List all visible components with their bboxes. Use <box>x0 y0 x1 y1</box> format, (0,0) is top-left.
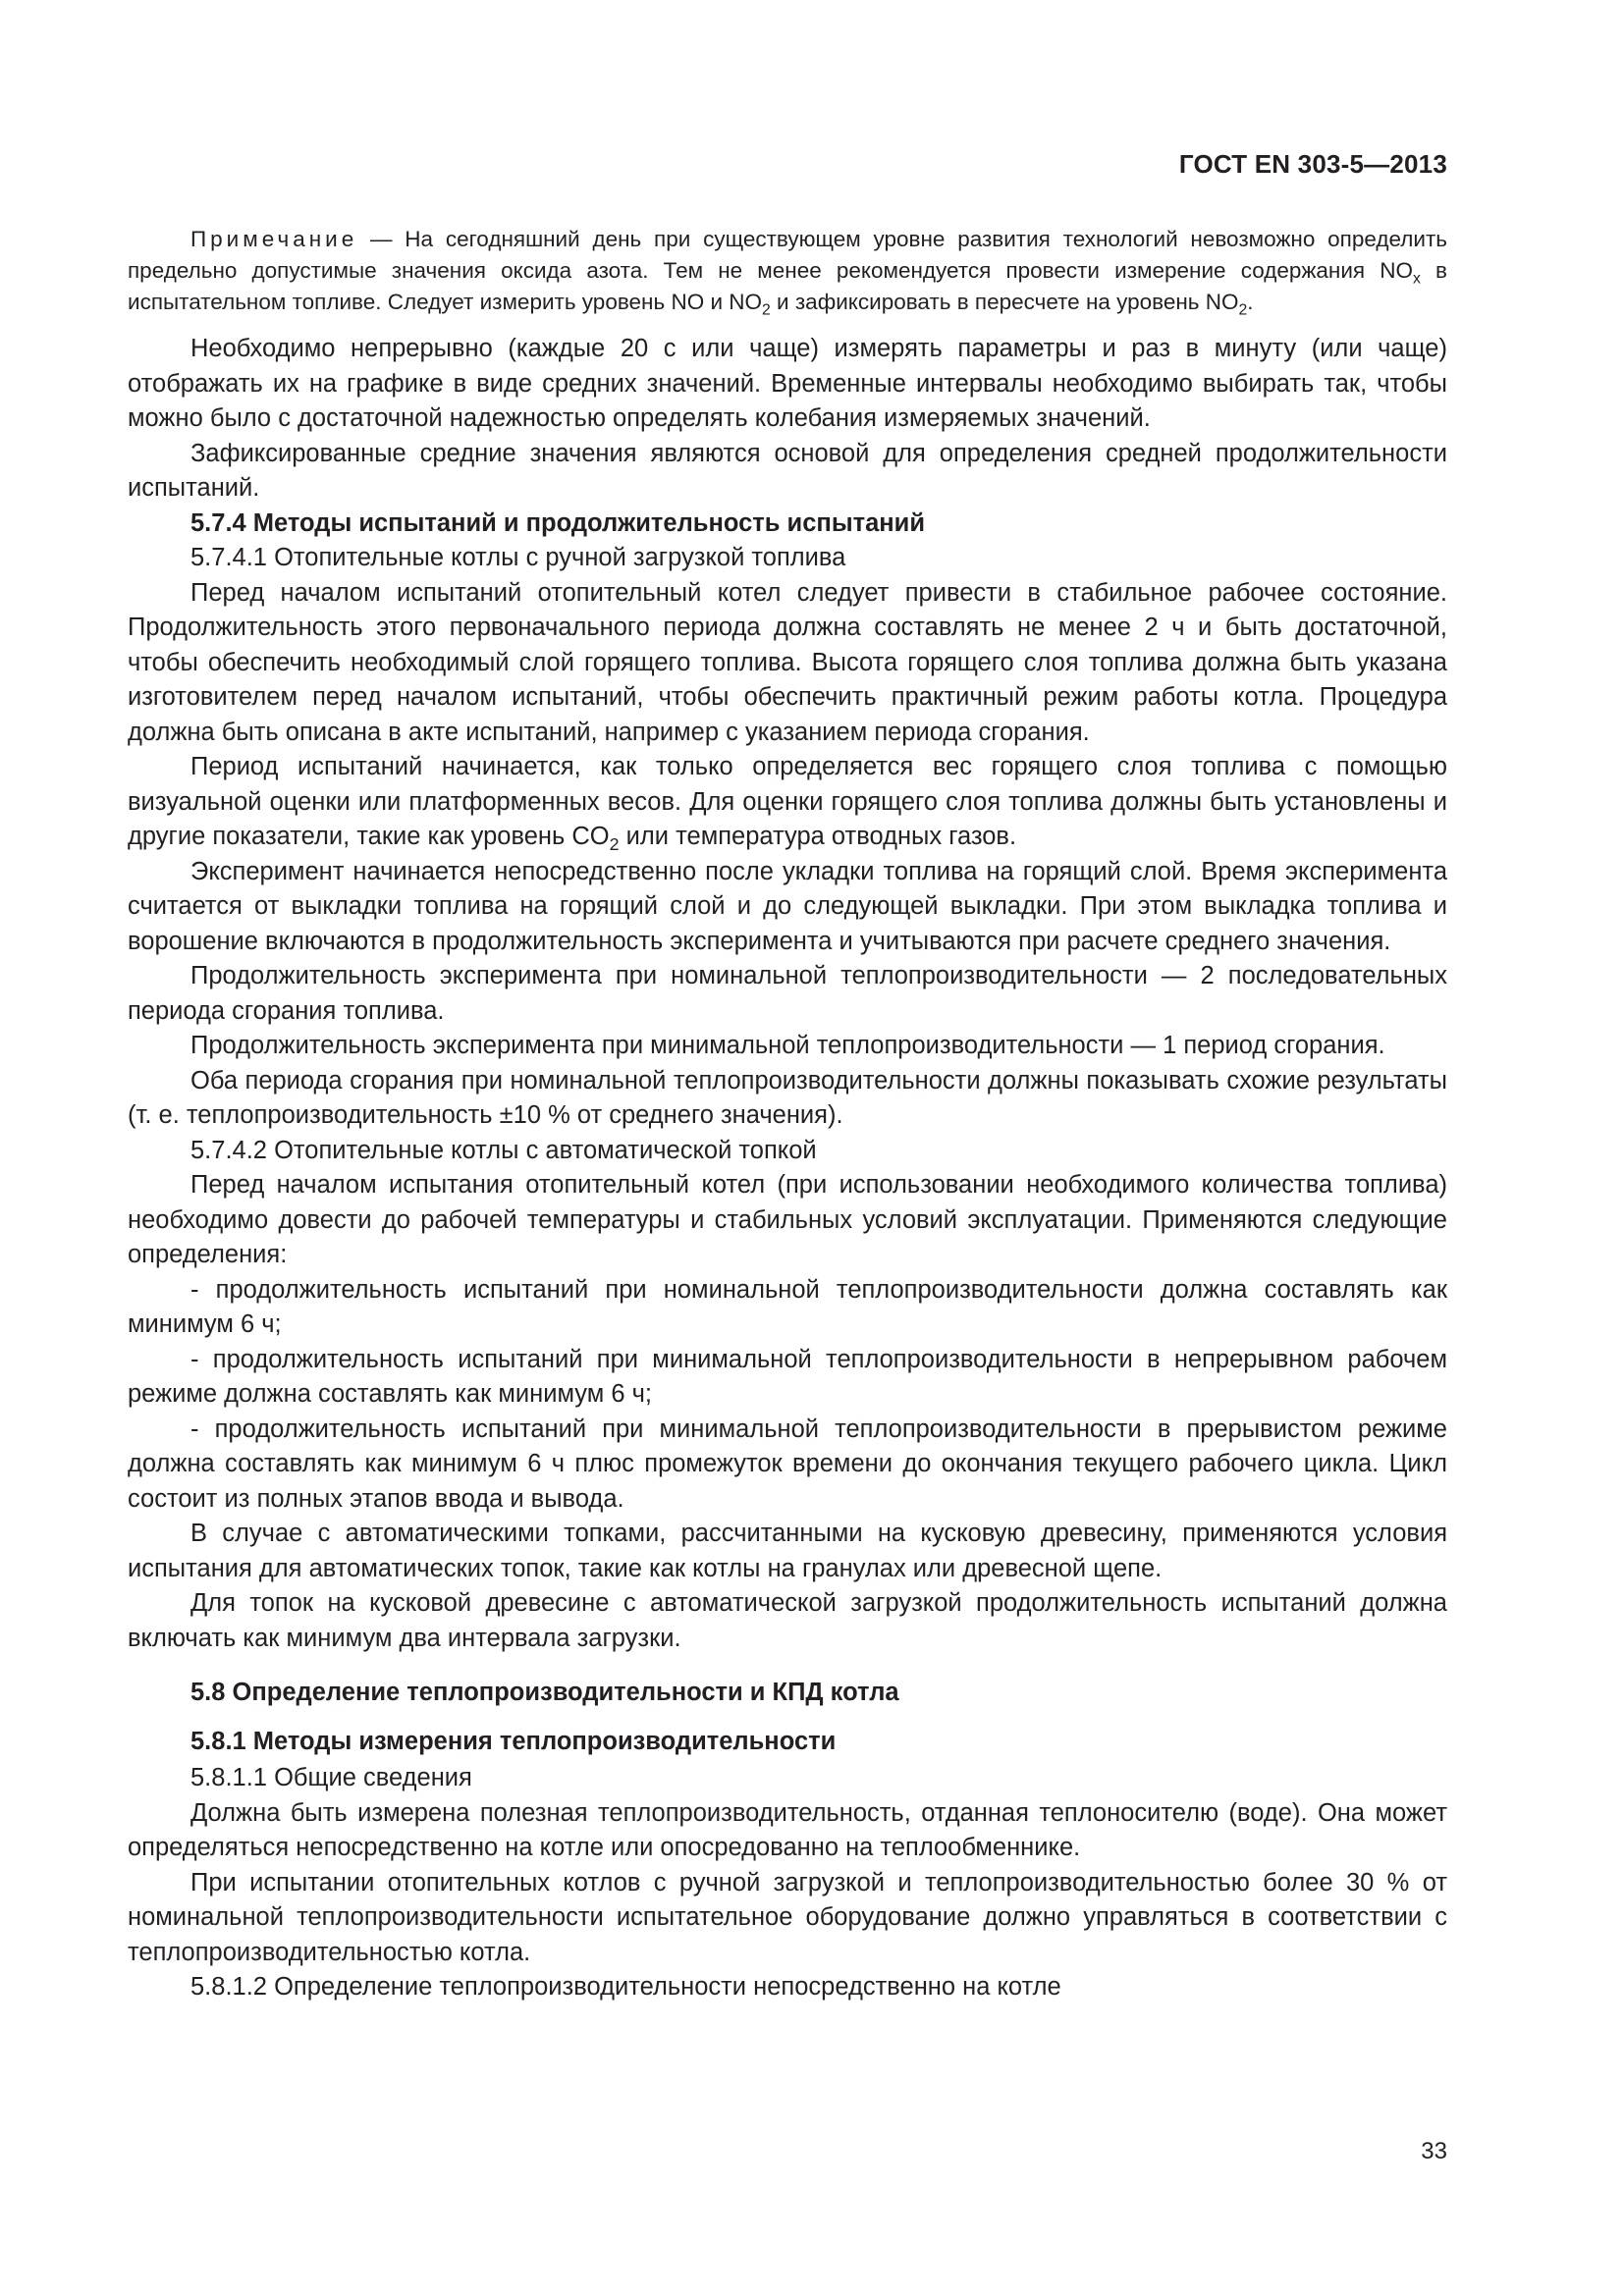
list-item: - продолжительность испытаний при номинальной теплопроизводительности должна составлять как минимум 6 ч; <box>128 1275 1447 1338</box>
paragraph: Перед началом испытания отопительный котел (при использовании необходимого количества топлива) необходимо довести до рабочей температуры и стабильных условий эксплуатации. Применяются следующие определения: <box>128 1171 1447 1268</box>
paragraph: Эксперимент начинается непосредственно после укладки топлива на горящий слой. Время эксперимента считается от выкладки топлива на горящий слой и до следующей выкладки. При этом выкладка топлива и ворошение включаются в продолжительность эксперимента и учитываются при расчете среднего значения. <box>128 857 1447 955</box>
paragraph: В случае с автоматическими топками, рассчитанными на кусковую древесину, применяются условия испытания для автоматических топок, такие как котлы на гранулах или древесной щепе. <box>128 1520 1447 1582</box>
paragraph: Для топок на кусковой древесине с автоматической загрузкой продолжительность испытаний должна включать как минимум два интервала загрузки. <box>128 1589 1447 1652</box>
list-item: - продолжительность испытаний при минимальной теплопроизводительности в непрерывном рабочем режиме должна составлять как минимум 6 ч; <box>128 1345 1447 1408</box>
subsection-heading-5-7-4-1: 5.7.4.1 Отопительные котлы с ручной загрузкой топлива <box>190 544 846 571</box>
paragraph: Продолжительность эксперимента при минимальной теплопроизводительности — 1 период сгорания. <box>190 1032 1385 1059</box>
section-heading-5-7-4: 5.7.4 Методы испытаний и продолжительность испытаний <box>190 508 926 537</box>
document-body <box>128 224 1447 2005</box>
document-header: ГОСТ EN 303-5—2013 <box>1178 149 1447 179</box>
paragraph: Должна быть измерена полезная теплопроизводительность, отданная теплоносителю (воде). Она может определяться непосредственно на котле или опосредованно на теплообменнике. <box>128 1798 1447 1861</box>
paragraph: Необходимо непрерывно (каждые 20 с или чаще) измерять параметры и раз в минуту (или чаще) отображать их на графике в виде средних значений. Временные интервалы необходимо выбирать так, чтобы можно было с достаточной надежностью определять колебания измеряемых значений. <box>128 335 1447 432</box>
paragraph: Оба периода сгорания при номинальной теплопроизводительности должны показывать схожие результаты (т. е. теплопроизводительность ±10 % от среднего значения). <box>128 1066 1447 1129</box>
page-number: 33 <box>1421 2138 1447 2164</box>
list-item: - продолжительность испытаний при минимальной теплопроизводительности в прерывистом режиме должна составлять как минимум 6 ч плюс промежуток времени до окончания текущего рабочего цикла. Цикл состоит из полных этапов ввода и вывода. <box>128 1415 1447 1513</box>
paragraph: Перед началом испытаний отопительный котел следует привести в стабильное рабочее состояние. Продолжительность этого первоначального периода должна составлять не менее 2 ч и быть достаточной, чтобы обеспечить необходимый слой горящего топлива. Высота горящего слоя топлива должна быть указана изготовителем перед началом испытаний, чтобы обеспечить практичный режим работы котла. Процедура должна быть описана в акте испытаний, например с указанием периода сгорания. <box>128 578 1447 746</box>
paragraph: Продолжительность эксперимента при номинальной теплопроизводительности — 2 последовательных периода сгорания топлива. <box>128 962 1447 1025</box>
subsection-heading-5-8-1-2: 5.8.1.2 Определение теплопроизводительности непосредственно на котле <box>190 1973 1061 2001</box>
note-label: Примечание <box>190 227 358 251</box>
paragraph: Зафиксированные средние значения являются основой для определения средней продолжительности испытаний. <box>128 439 1447 502</box>
note-paragraph: Примечание — На сегодняшний день при существующем уровне развития технологий невозможно определить предельно допустимые значения оксида азота. Тем не менее рекомендуется провести измерение содержания $NO_x$ в испытательном топливе. Следует измерить уровень NO и $NO_2$ и зафиксировать в пересчете на уровень $NO_2$. <box>128 227 1447 319</box>
paragraph: Период испытаний начинается, как только определяется вес горящего слоя топлива с помощью визуальной оценки или платформенных весов. Для оценки горящего слоя топлива должны быть установлены и другие показатели, такие как уровень $CO_2$ или температура отводных газов. <box>128 753 1447 855</box>
subsection-heading-5-8-1-1: 5.8.1.1 Общие сведения <box>190 1764 472 1791</box>
paragraph: При испытании отопительных котлов с ручной загрузкой и теплопроизводительностью более 30 % от номинальной теплопроизводительности испытательное оборудование должно управляться в соответствии с теплопроизводительностью котла. <box>128 1868 1447 1966</box>
section-heading-5-8: 5.8 Определение теплопроизводительности и КПД котла <box>190 1679 899 1706</box>
subsection-heading-5-7-4-2: 5.7.4.2 Отопительные котлы с автоматической топкой <box>190 1136 817 1164</box>
section-heading-5-8-1: 5.8.1 Методы измерения теплопроизводительности <box>190 1727 837 1755</box>
